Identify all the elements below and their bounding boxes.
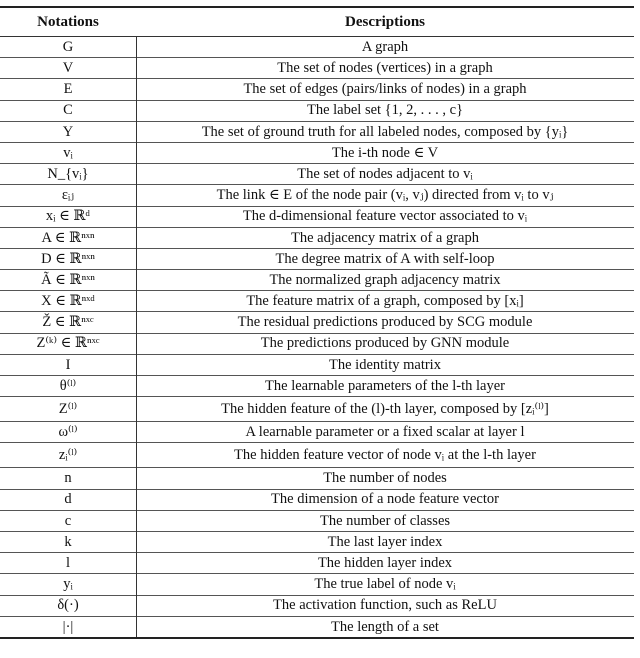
description-cell: The residual predictions produced by SCG module [237, 314, 533, 331]
table-row [0, 79, 634, 100]
notation-cell: d [64, 491, 72, 508]
notation-cell: Y [62, 123, 74, 140]
description-cell: The activation function, such as ReLU [273, 597, 497, 614]
description-cell: The label set {1, 2, . . . , c} [306, 102, 464, 119]
notation-cell: εᵢⱼ [61, 187, 75, 204]
notation-cell: δ(·) [57, 597, 79, 614]
header-notations: Notations [37, 13, 99, 30]
description-cell: A learnable parameter or a fixed scalar at layer l [245, 424, 525, 441]
notation-cell: |·| [62, 618, 74, 635]
table-row [0, 207, 634, 228]
notation-cell: yᵢ [63, 576, 73, 593]
notation-cell: ω⁽ˡ⁾ [58, 424, 78, 441]
notation-cell: l [65, 554, 71, 571]
table-row [0, 422, 634, 443]
description-cell: The d-dimensional feature vector associated to vᵢ [242, 208, 528, 225]
table-row [0, 617, 634, 637]
description-cell: A graph [361, 38, 409, 55]
description-cell: The hidden layer index [317, 554, 453, 571]
notation-cell: E [63, 81, 73, 98]
notation-cell: D ∈ ℝⁿˣⁿ [41, 250, 95, 267]
table-bottom-rule [0, 637, 634, 639]
description-cell: The adjacency matrix of a graph [290, 229, 479, 246]
notation-cell: zᵢ⁽ˡ⁾ [58, 447, 78, 464]
table-header [0, 8, 634, 36]
description-cell: The hidden feature vector of node vᵢ at the l-th layer [234, 447, 536, 464]
notation-cell: n [64, 470, 72, 487]
table-row [0, 596, 634, 617]
notation-cell: c [64, 512, 72, 529]
notation-cell: C [63, 102, 73, 119]
description-cell: The identity matrix [329, 356, 441, 373]
notation-cell: Ã ∈ ℝⁿˣⁿ [41, 271, 95, 288]
table-row [0, 122, 634, 143]
table-row [0, 164, 634, 185]
description-cell: The length of a set [331, 618, 439, 635]
notation-table [0, 6, 634, 639]
table-row [0, 312, 634, 333]
description-cell: The true label of node vᵢ [314, 576, 456, 593]
notation-cell: Z⁽ˡ⁾ [58, 400, 78, 417]
table-row [0, 58, 634, 79]
column-divider [136, 37, 137, 637]
description-cell: The predictions produced by GNN module [260, 335, 510, 352]
table-row [0, 37, 634, 58]
notation-cell: k [64, 533, 72, 550]
table-row [0, 185, 634, 206]
description-cell: The normalized graph adjacency matrix [269, 271, 501, 288]
notation-cell: X ∈ ℝⁿˣᵈ [41, 293, 95, 310]
table-row [0, 490, 634, 511]
table-row [0, 101, 634, 122]
description-cell: The set of edges (pairs/links of nodes) in a graph [243, 81, 527, 98]
table-row [0, 355, 634, 376]
notation-cell: G [62, 38, 74, 55]
table-row [0, 443, 634, 468]
description-cell: The feature matrix of a graph, composed by [xᵢ] [246, 293, 524, 310]
description-cell: The number of classes [319, 512, 451, 529]
notation-cell: xᵢ ∈ ℝᵈ [45, 208, 91, 225]
notation-cell: Z⁽ᵏ⁾ ∈ ℝⁿˣᶜ [36, 335, 100, 352]
notation-cell: Ž ∈ ℝⁿˣᶜ [42, 314, 94, 331]
table-row [0, 511, 634, 532]
header-descriptions: Descriptions [345, 13, 425, 30]
description-cell: The last layer index [327, 533, 443, 550]
notation-cell: θ⁽ˡ⁾ [59, 377, 77, 394]
table-row [0, 468, 634, 489]
table-row [0, 532, 634, 553]
table-row [0, 291, 634, 312]
table-row [0, 249, 634, 270]
description-cell: The set of ground truth for all labeled nodes, composed by {yᵢ} [201, 123, 569, 140]
description-cell: The number of nodes [323, 470, 447, 487]
description-cell: The dimension of a node feature vector [271, 491, 499, 508]
description-cell: The set of nodes (vertices) in a graph [277, 60, 493, 77]
notation-cell: N_{vᵢ} [47, 165, 89, 182]
table-row [0, 397, 634, 422]
description-cell: The degree matrix of A with self-loop [275, 250, 495, 267]
description-cell: The set of nodes adjacent to vᵢ [297, 165, 473, 182]
notation-cell: V [62, 60, 74, 77]
description-cell: The link ∈ E of the node pair (vᵢ, vⱼ) directed from vᵢ to vⱼ [216, 187, 554, 204]
table-row [0, 376, 634, 397]
description-cell: The hidden feature of the (l)-th layer, composed by [zᵢ⁽ˡ⁾] [221, 400, 549, 417]
table-row [0, 270, 634, 291]
table-row [0, 143, 634, 164]
description-cell: The learnable parameters of the l-th layer [265, 377, 505, 394]
table-row [0, 553, 634, 574]
description-cell: The i-th node ∈ V [331, 144, 439, 161]
notation-cell: A ∈ ℝⁿˣⁿ [41, 229, 95, 246]
table-row [0, 334, 634, 355]
table-body [0, 37, 634, 637]
table-row [0, 228, 634, 249]
notation-cell: vᵢ [63, 144, 73, 161]
table-row [0, 574, 634, 595]
notation-cell: I [65, 356, 71, 373]
